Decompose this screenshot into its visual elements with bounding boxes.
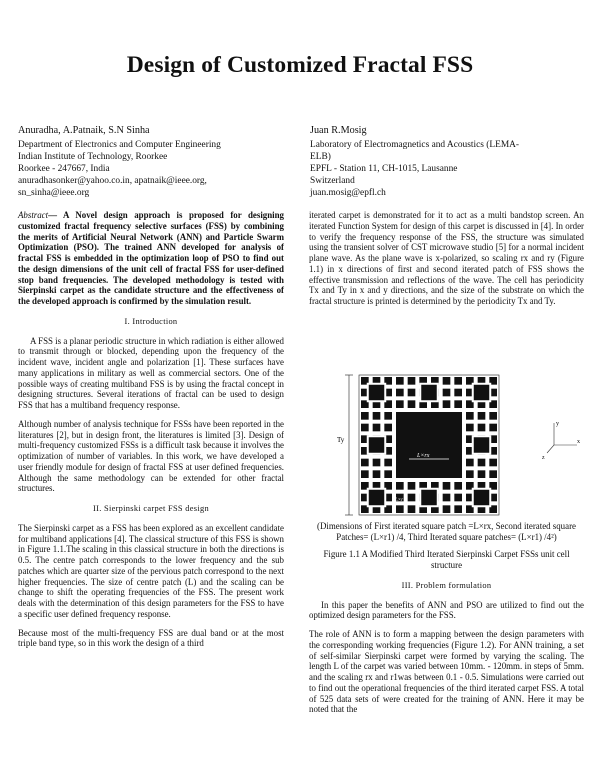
z-axis-label: z [542,454,545,461]
third-iteration-patch [396,400,404,408]
third-iteration-patch [396,377,404,385]
affiliation-line: Switzerland [310,176,355,187]
section-heading-introduction: I. Introduction [124,316,178,326]
author-names-left: Anuradha, A.Patnaik, S.N Sinha [18,125,150,136]
authors-right [310,125,580,200]
second-iteration-patch [474,385,490,401]
second-iteration-patch [421,490,437,506]
third-iteration-patch [478,412,486,420]
carpet-pattern [359,375,499,515]
second-iteration-patch [369,490,385,506]
email-line: sn_sinha@ieee.org [18,188,90,199]
third-iteration-patch [489,458,497,466]
paper-title: Design of Customized Fractal FSS [126,52,474,78]
sierpinski-paragraph-2: Because most of the multi-frequency FSS are dual band or at the most triple band type, so in this work the design of a third [18,627,284,649]
section-heading-problem: III. Problem formulation [401,580,492,590]
third-iteration-patch [408,388,416,396]
third-iteration-patch [373,412,381,420]
sierpinski-figure [309,315,584,521]
author-names-right: Juan R.Mosig [310,125,367,136]
third-iteration-patch [454,482,462,490]
authors-left [18,125,318,200]
affiliation-line: Department of Electronics and Computer Engineering [18,140,221,151]
intro-paragraph-1: A FSS is a planar periodic structure in which radiation is either allowed to transmit through or blocked, depending upon the frequency of the incident wave, incident angle and polarization [1]. These surfaces have many applications in military as well as commercial sectors. One of the possible ways of creating multiband FSS is by using the fractal concept in designing structures. Several iterations of fractal can be used to design FSS that has a multiband frequency response. [18,335,284,410]
second-iteration-patch [369,437,385,453]
abstract [18,210,284,307]
first-iteration-patch [396,412,462,478]
third-iteration-patch [466,470,474,478]
problem-paragraph-1: In this paper the benefits of ANN and PSO are utilized to find out the optimized design parameters for the FSS. [309,599,584,621]
sierpinski-carpet-diagram [309,315,584,521]
third-iteration-patch [478,423,486,431]
email-line: anuradhasonker@yahoo.co.in, apatnaik@ieee.org, [18,176,207,187]
second-iteration-patch [369,385,385,401]
third-iteration-patch [384,470,392,478]
ty-label: Ty [337,435,345,444]
third-iteration-patch [443,388,451,396]
third-iteration-patch [454,493,462,501]
third-iteration-patch [384,423,392,431]
third-iteration-patch [373,470,381,478]
third-iteration-patch [396,505,404,513]
abstract-label: Abstract [18,210,49,220]
third-iteration-patch [454,388,462,396]
third-iteration-patch [408,505,416,513]
email-line: juan.mosig@epfl.ch [310,188,386,199]
third-iteration-patch [408,377,416,385]
third-iteration-patch [443,400,451,408]
third-iteration-patch [384,412,392,420]
third-iteration-patch [373,423,381,431]
third-iteration-patch [396,388,404,396]
third-iteration-patch [361,423,369,431]
third-iteration-patch [443,482,451,490]
figure-note: (Dimensions of First iterated square patch =L×rx, Second iterated square Patches= (L×r1) /4, Third Iterated square patches= (L×r1) /4²) [317,520,576,542]
affiliation-line: Indian Institute of Technology, Roorkee [18,152,168,163]
third-iteration-patch [466,458,474,466]
third-iteration-patch [361,470,369,478]
right-column [309,210,584,723]
second-iteration-patch [474,490,490,506]
third-iteration-patch [408,482,416,490]
intro-paragraph-2: Although number of analysis technique for FSSs have been reported in the literatures [2], but in design front, the literatures is limited [3]. Design of multi-frequency customized FSSs is a difficult task because it involves the optimization of number of variables. In this work, we have developed a user friendly module for design of fractal FSS at user defined frequencies. Although the same methodology can be extended for other fractal structures. [18,418,284,494]
z-axis [547,445,554,453]
third-iteration-patch [489,470,497,478]
sierpinski-paragraph-1: The Sierpinski carpet as a FSS has been explored as an excellent candidate for multiband applications [4]. The classical structure of this FSS is shown in Figure 1.1.The scaling in this classical structure in both the directions is 0.5. The centre patch corresponds to the lower frequency and the sub patches which are quarter size of the pervious patch correspond to the next higher frequencies. The size of centre patch (L) and the scaling can be change to shift the operating frequencies of the FSS. The present work deals with the determination of this design parameters for the FSS to have a specific user defined frequency response. [18,522,284,619]
left-column [18,210,284,657]
third-iteration-patch [478,470,486,478]
third-iteration-patch [361,412,369,420]
third-iteration-patch [443,377,451,385]
third-iteration-patch [466,423,474,431]
third-iteration-patch [489,412,497,420]
lrx-label: L×rx [417,452,430,459]
y-axis-label: y [556,420,559,427]
third-iteration-patch [408,493,416,501]
third-iteration-patch [361,458,369,466]
third-iteration-patch [454,505,462,513]
third-iteration-patch [466,412,474,420]
affiliation-line: ELB) [310,152,331,163]
affiliation-line: Laboratory of Electromagnetics and Acoustics (LEMA- [310,140,520,151]
right-paragraph-1: iterated carpet is demonstrated for it to act as a multi bandstop screen. An iterated Function System for design of this carpet is discussed in [4]. In order to verify the frequency response of the FSS, the structure was simulated using the transient solver of CST microwave studio [5] for a normal incident plane wave. As the plane wave is x-polarized, so scaling rx and ry (Figure 1.1) in x directions of first and second iterated patch of FSS shows the effective transmission and reflections of the wave. The cell has periodicity Tx and Ty in x and y directions, and the size of the substrate on which the fractal structure is printed is determined by the periodicity Tx and Ty. [309,210,584,306]
second-iteration-patch [421,385,437,401]
affiliation-line: EPFL - Station 11, CH-1015, Lausanne [310,164,458,175]
lr-label: L×r [395,497,404,503]
x-axis-label: x [577,438,580,445]
third-iteration-patch [478,458,486,466]
section-heading-sierpinski: II. Sierpinski carpet FSS design [93,504,209,513]
third-iteration-patch [384,458,392,466]
third-iteration-patch [454,377,462,385]
second-iteration-patch [474,437,490,453]
problem-paragraph-2: The role of ANN is to form a mapping between the design parameters with the corresponding working frequencies (Figure 1.2). For ANN training, a set of self-similar Sierpinski carpet were formed by varying the scaling. The length L of the carpet was varied between 10mm. - 120mm. in steps of 5mm. and the scaling rx and r1was between 0.1 - 0.5. Simulations were carried out to find out the operational frequencies of the third iterated carpet FSS. A total of 525 data sets of were created for the training of ANN. Here it may be noted that the [309,629,584,715]
third-iteration-patch [443,505,451,513]
third-iteration-patch [443,493,451,501]
third-iteration-patch [408,400,416,408]
third-iteration-patch [373,458,381,466]
third-iteration-patch [454,400,462,408]
third-iteration-patch [396,482,404,490]
affiliation-line: Roorkee - 247667, India [18,164,110,175]
third-iteration-patch [489,423,497,431]
figure-caption: Figure 1.1 A Modified Third Iterated Sierpinski Carpet FSSs unit cell structure [323,548,570,570]
abstract-text: — A Novel design approach is proposed for designing customized fractal frequency selective surfaces (FSS) by combining the merits of Artificial Neural Network (ANN) and Particle Swarm Optimization (PSO). The trained ANN developed for analysis of fractal FSS is embedded in the optimization loop of PSO to find out the design dimensions of the unit cell of fractal FSS for user-defined stop band frequencies. The developed methodology is tested with Sierpinski carpet as the candidate structure and the effectiveness of the developed approach is confirmed by the simulation result. [18,210,284,306]
